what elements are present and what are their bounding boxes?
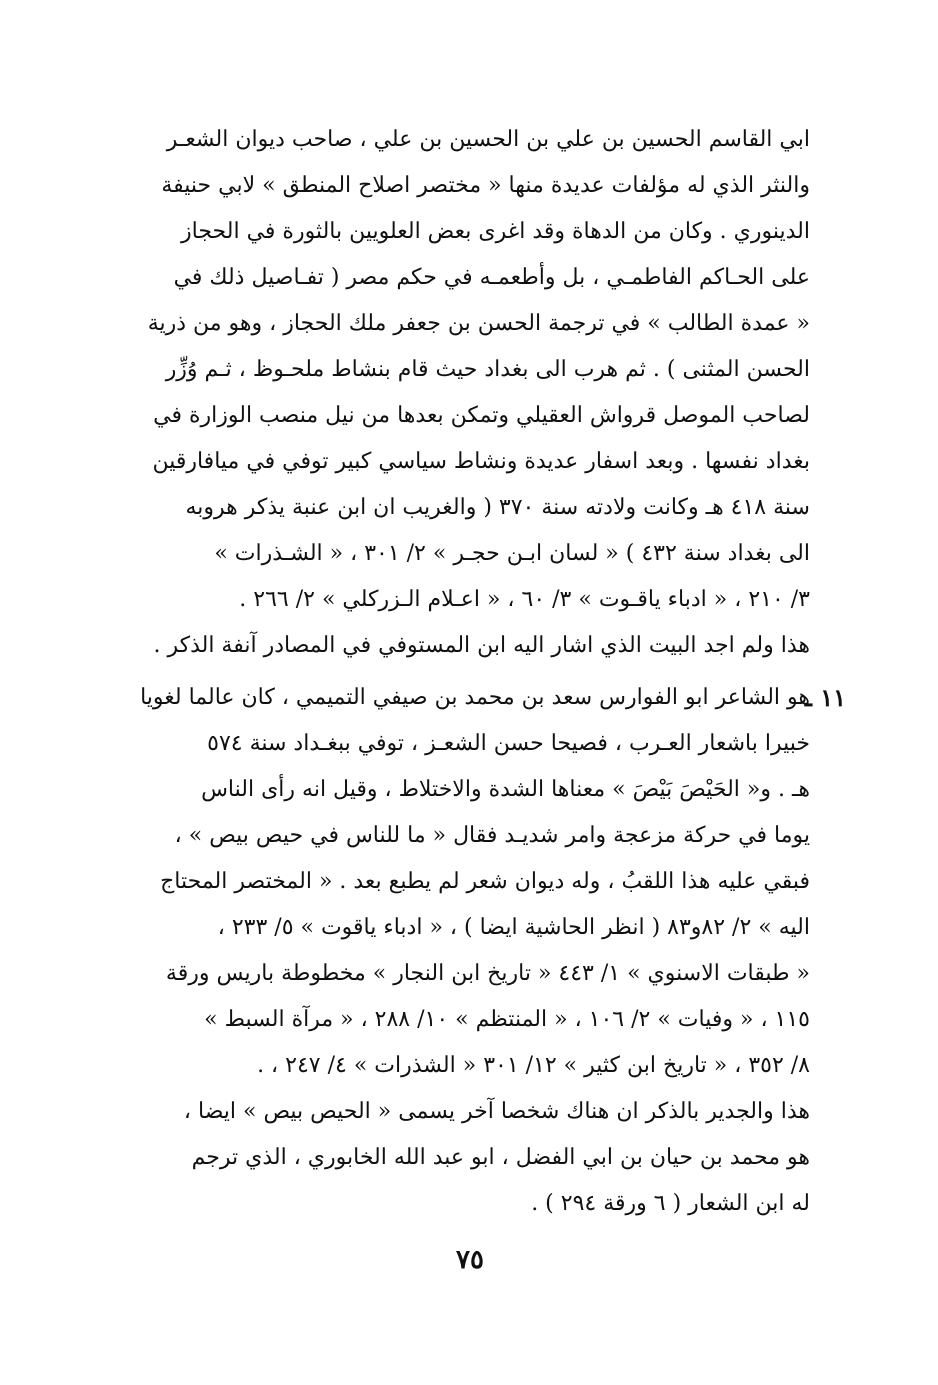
- text-line: ابي القاسم الحسين بن علي بن الحسين بن علي ، صاحب ديوان الشعـر: [166, 127, 810, 152]
- text-line: سنة ٤١٨ هـ وكانت ولادته سنة ٣٧٠ ( والغريب ان ابن عنبة يذكر هروبه: [185, 495, 810, 520]
- text-line: والنثر الذي له مؤلفات عديدة منها « مختصر اصلاح المنطق » لابي حنيفة: [161, 173, 810, 198]
- text-line: خبيرا باشعار العـرب ، فصيحا حسن الشعـز ، توفي ببغـداد سنة ٥٧٤: [207, 731, 810, 756]
- text-line: هو محمد بن حيان بن ابي الفضل ، ابو عبد الله الخابوري ، الذي ترجم: [191, 1145, 810, 1170]
- note-number: ١١ ـ: [804, 683, 846, 712]
- text-line: على الحـاكم الفاطمـي ، بل وأطعمـه في حكم مصر ( تفـاصيل ذلك في: [173, 265, 810, 290]
- text-line: ٨/ ٣٥٢ ، « تاريخ ابن كثير » ١٢/ ٣٠١ « الشذرات » ٤/ ٢٤٧ ، .: [257, 1053, 810, 1078]
- text-line: اليه » ٢/ ٨٢و٨٣ ( انظر الحاشية ايضا ) ، « ادباء ياقوت » ٥/ ٢٣٣ ،: [217, 915, 810, 940]
- text-line: الى بغداد سنة ٤٣٢ ) « لسان ابـن حجـر » ٢/ ٣٠١ ، « الشـذرات »: [214, 541, 810, 566]
- text-line: الحسن المثنى ) . ثم هرب الى بغداد حيث قام بنشاط ملحـوظ ، ثـم وُزِّر: [165, 357, 810, 382]
- text-line: بغداد نفسها . وبعد اسفار عديدة ونشاط سياسي كبير توفي في ميافارقين: [152, 449, 810, 474]
- text-line: « طبقات الاسنوي » ١/ ٤٤٣ « تاريخ ابن النجار » مخطوطة باريس ورقة: [165, 961, 810, 986]
- footnote-paragraph-2: [128, 675, 810, 1227]
- text-line: هو الشاعر ابو الفوارس سعد بن محمد بن صيفي التميمي ، كان عالما لغويا: [140, 685, 810, 710]
- text-line: هذا والجدير بالذكر ان هناك شخصا آخر يسمى « الحيص بيص » ايضا ،: [183, 1099, 810, 1124]
- footnote-paragraph-1: [128, 117, 810, 669]
- text-line: الدينوري . وكان من الدهاة وقد اغرى بعض العلويين بالثورة في الحجاز: [181, 219, 810, 244]
- text-line: فبقي عليه هذا اللقبُ ، وله ديوان شعر لم يطبع بعد . « المختصر المحتاج: [160, 869, 810, 894]
- text-line: لصاحب الموصل قرواش العقيلي وتمكن بعدها من نيل منصب الوزارة في: [153, 403, 810, 428]
- text-line: ١١٥ ، « وفيات » ٢/ ١٠٦ ، « المنتظم » ١٠/ ٢٨٨ ، « مرآة السبط »: [204, 1007, 810, 1032]
- page-number: ٧٥: [456, 1245, 484, 1275]
- text-line: ٣/ ٢١٠ ، « ادباء ياقـوت » ٣/ ٦٠ ، « اعـلام الـزركلي » ٢/ ٢٦٦ .: [239, 587, 810, 612]
- text-line: يوما في حركة مزعجة وامر شديـد فقال « ما للناس في حيص بيص » ،: [174, 823, 810, 848]
- text-line: هـ . و« الحَيْصَ بَيْصَ » معناها الشدة والاختلاط ، وقيل انه رأى الناس: [201, 777, 810, 802]
- text-line: « عمدة الطالب » في ترجمة الحسن بن جعفر ملك الحجاز ، وهو من ذرية: [147, 311, 810, 336]
- text-line: له ابن الشعار ( ٦ ورقة ٢٩٤ ) .: [531, 1191, 810, 1216]
- text-line: هذا ولم اجد البيت الذي اشار اليه ابن المستوفي في المصادر آنفة الذكر .: [153, 633, 810, 658]
